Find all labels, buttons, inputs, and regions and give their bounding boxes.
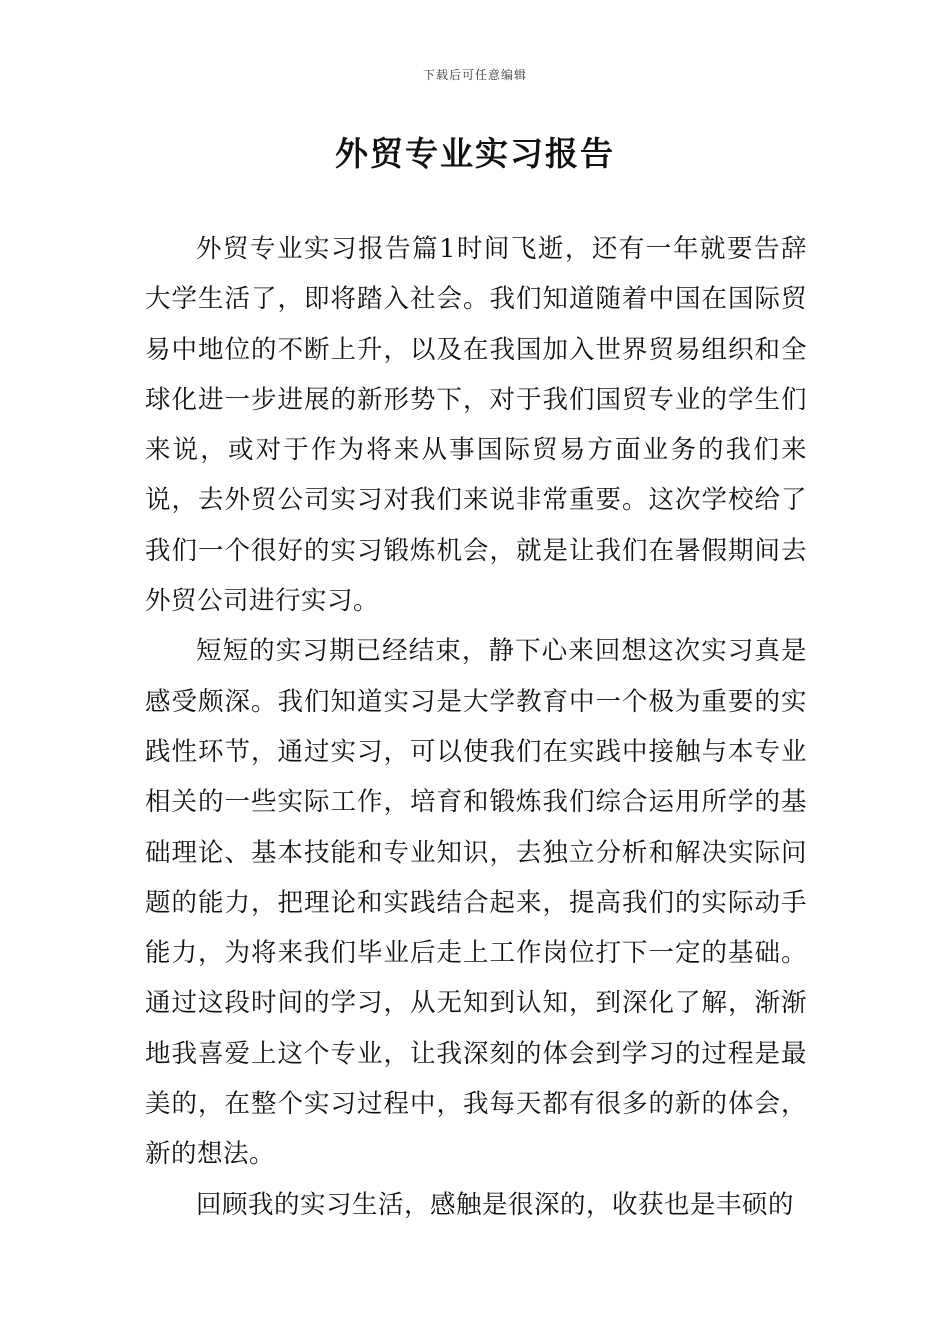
paragraph-2: 短短的实习期已经结束，静下心来回想这次实习真是感受颇深。我们知道实习是大学教育中一个极为重要的实践性环节，通过实习，可以使我们在实践中接触与本专业相关的一些实际工作，培育和锻炼我们综合运用所学的基础理论、基本技能和专业知识，去独立分析和解决实际问题的能力，把理论和实践结合起来，提高我们的实际动手能力，为将来我们毕业后走上工作岗位打下一定的基础。通过这段时间的学习，从无知到认知，到深化了解，渐渐地我喜爱上这个专业，让我深刻的体会到学习的过程是最美的，在整个实习过程中，我每天都有很多的新的体会，新的想法。 [145,636,807,1170]
document-title: 外贸专业实习报告 [335,134,615,173]
header-note: 下载后可任意编辑 [422,68,527,82]
paragraph-3: 回顾我的实习生活，感触是很深的，收获也是丰硕的 [196,1189,795,1220]
paragraph-1: 外贸专业实习报告篇1时间飞逝，还有一年就要告辞大学生活了，即将踏入社会。我们知道随着中国在国际贸易中地位的不断上升，以及在我国加入世界贸易组织和全球化进一步进展的新形势下，对于我们国贸专业的学生们来说，或对于作为将来从事国际贸易方面业务的我们来说，去外贸公司实习对我们来说非常重要。这次学校给了我们一个很好的实习锻炼机会，就是让我们在暑假期间去外贸公司进行实习。 [145,234,807,617]
document-body [145,224,807,1230]
